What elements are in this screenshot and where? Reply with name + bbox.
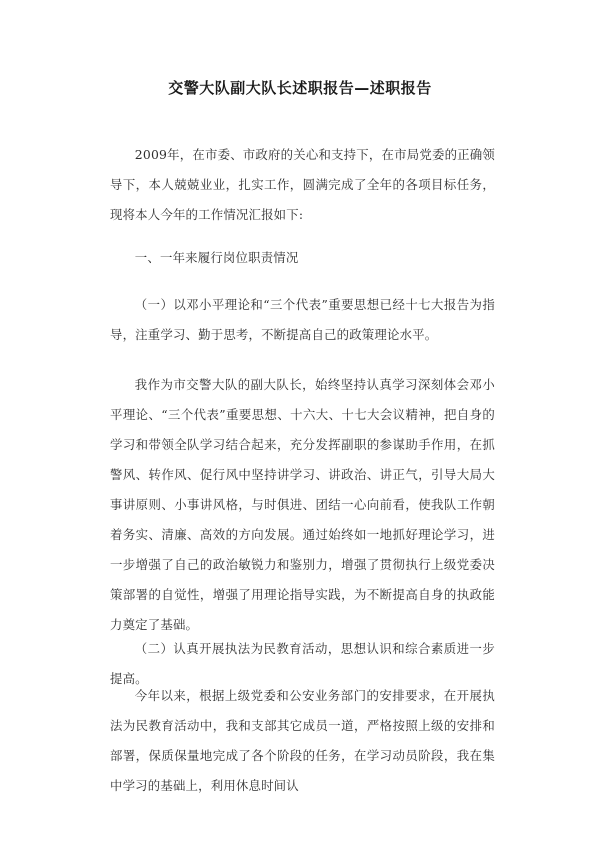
paragraph-education: 今年以来，根据上级党委和公安业务部门的安排要求，在开展执法为民教育活动中，我和支部其它成员一道，严格按照上级的安排和部署，保质保量地完成了各个阶段的任务，在学习动员阶段，我在集中学习的基础上，利用休息时间认 (110, 688, 495, 793)
section-heading: 一、一年来履行岗位职责情况 (134, 250, 299, 265)
subsection-heading-2: （二）认真开展执法为民教育活动，思想认识和综合素质进一步提高。 (110, 641, 495, 686)
document-title: 交警大队副大队长述职报告—述职报告 (168, 79, 432, 97)
paragraph-study: 我作为市交警大队的副大队长，始终坚持认真学习深刻体会邓小平理论、“三个代表”重要思想、十六大、十七大会议精神，把自身的学习和带领全队学习结合起来，充分发挥副职的参谋助手作用，在抓警风、转作风、促行风中坚持讲学习、讲政治、讲正气，引导大局大事讲原则、小事讲风格，与时俱进、团结一心向前看，使我队工作朝着务实、清廉、高效的方向发展。通过始终如一地抓好理论学习，进一步增强了自己的政治敏锐力和鉴别力，增强了贯彻执行上级党委决策部署的自觉性，增强了用理论指导实践，为不断提高自身的执政能力奠定了基础。 (110, 377, 495, 632)
paragraph-intro: 2009年，在市委、市政府的关心和支持下，在市局党委的正确领导下，本人兢兢业业，扎实工作，圆满完成了全年的各项目标任务，现将本人今年的工作情况汇报如下: (110, 147, 495, 222)
subsection-heading-1: （一）以邓小平理论和“三个代表”重要思想已经十七大报告为指导，注重学习、勤于思考，不断提高自己的政策理论水平。 (110, 297, 495, 342)
